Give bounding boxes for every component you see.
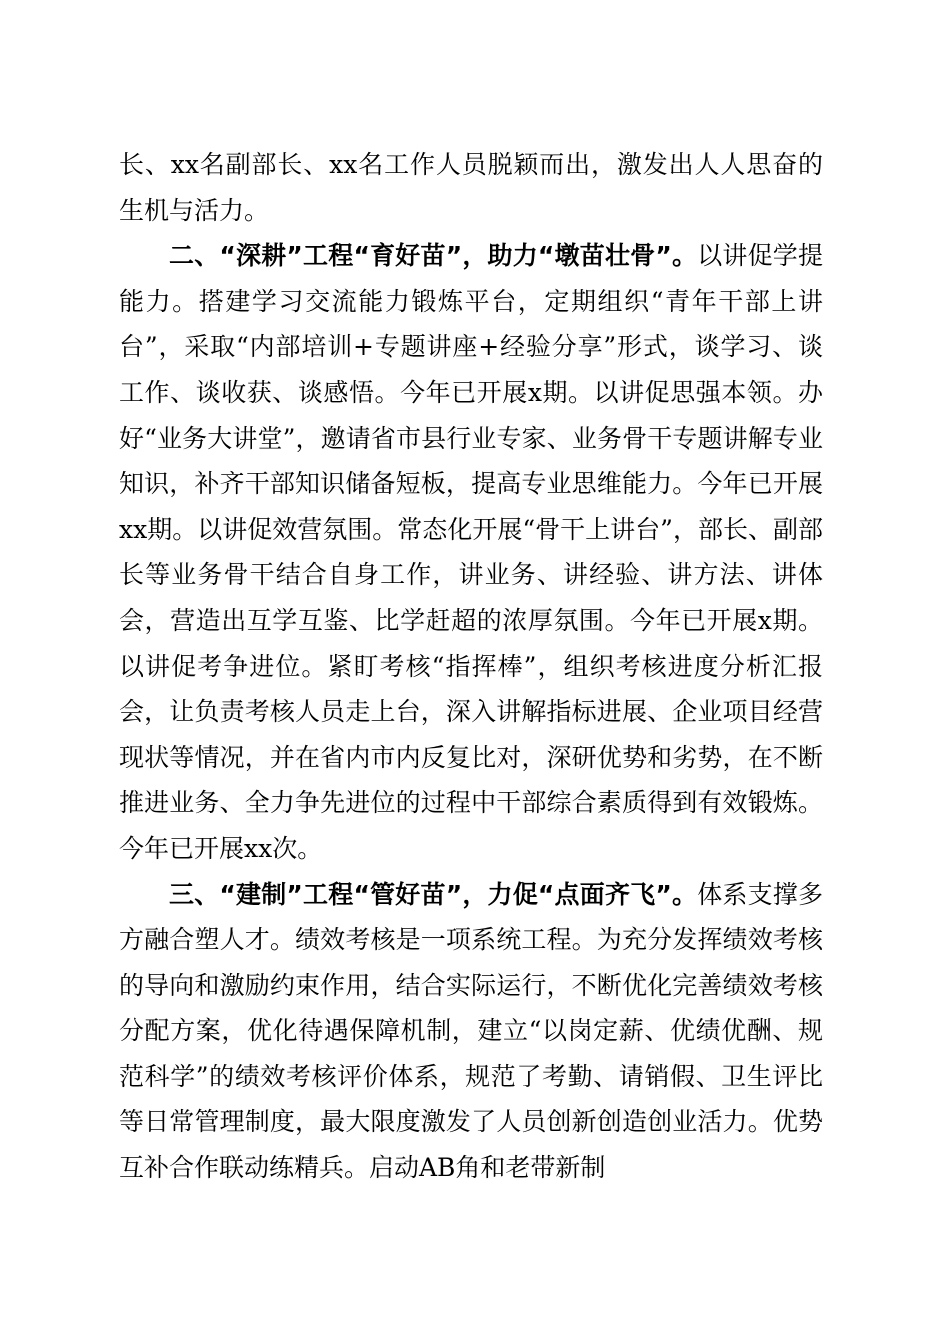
paragraph-text: 长、xx名副部长、xx名工作人员脱颖而出，激发出人人思奋的生机与活力。 xyxy=(119,150,823,225)
document-body xyxy=(119,142,823,1191)
paragraph-continuation xyxy=(119,142,823,233)
paragraph-text: 体系支撑多方融合塑人才。绩效考核是一项系统工程。为充分发挥绩效考核的导向和激励约束作用，结合实际运行，不断优化完善绩效考核分配方案，优化待遇保障机制，建立“以岗定薪、优绩优酬、规范科学”的绩效考核评价体系，规范了考勤、请销假、卫生评比等日常管理制度，最大限度激发了人员创新创造创业活力。优势互补合作联动练精兵。启动AB角和老带新制 xyxy=(119,879,823,1183)
section-heading: 二、“深耕”工程“育好苗”，助力“墩苗壮骨”。 xyxy=(169,241,698,271)
section-heading: 三、“建制”工程“管好苗”，力促“点面齐飞”。 xyxy=(169,879,698,909)
paragraph-section-3 xyxy=(119,872,823,1191)
paragraph-section-2 xyxy=(119,233,823,871)
paragraph-text: 以讲促学提能力。搭建学习交流能力锻炼平台，定期组织“青年干部上讲台”，采取“内部培训+专题讲座+经验分享”形式，谈学习、谈工作、谈收获、谈感悟。今年已开展x期。以讲促思强本领。办好“业务大讲堂”，邀请省市县行业专家、业务骨干专题讲解专业知识，补齐干部知识储备短板，提高专业思维能力。今年已开展xx期。以讲促效营氛围。常态化开展“骨干上讲台”，部长、副部长等业务骨干结合自身工作，讲业务、讲经验、讲方法、讲体会，营造出互学互鉴、比学赶超的浓厚氛围。今年已开展x期。以讲促考争进位。紧盯考核“指挥棒”，组织考核进度分析汇报会，让负责考核人员走上台，深入讲解指标进展、企业项目经营现状等情况，并在省内市内反复比对，深研优势和劣势，在不断推进业务、全力争先进位的过程中干部综合素质得到有效锻炼。今年已开展xx次。 xyxy=(119,241,823,863)
